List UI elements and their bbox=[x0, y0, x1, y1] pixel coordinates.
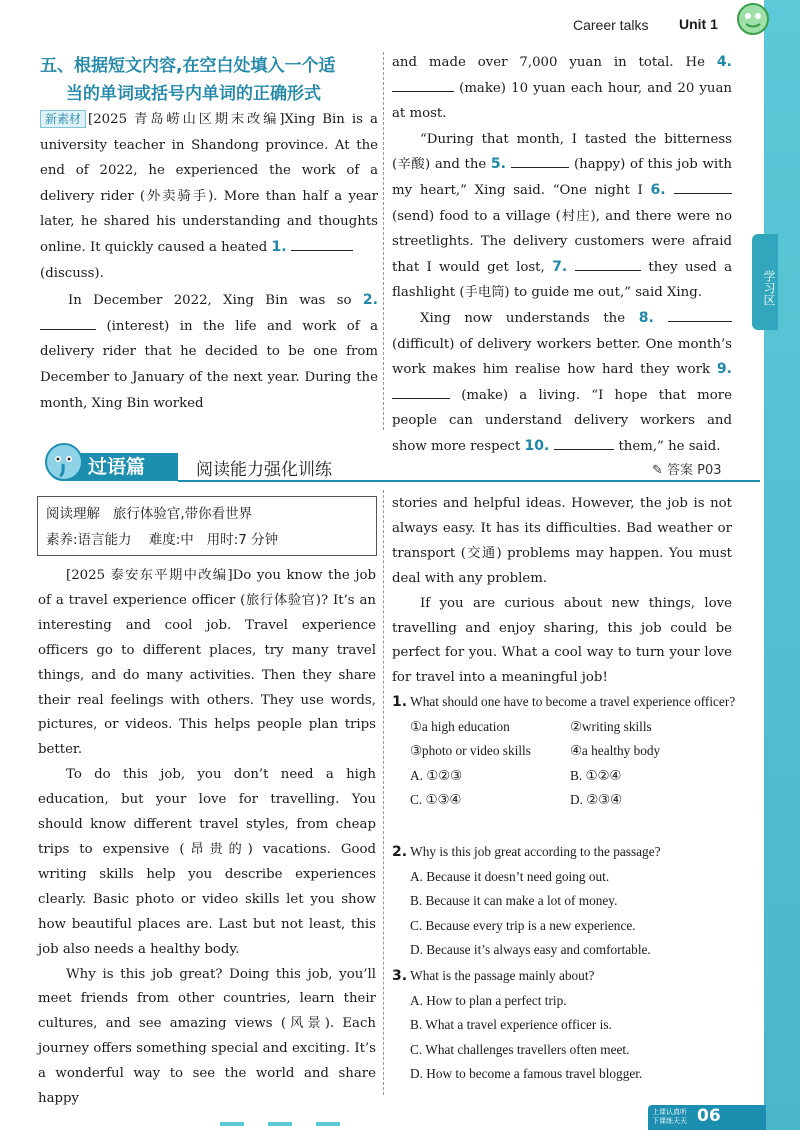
paragraph-text: (make) 10 yuan each hour, and 20 yuan at most. bbox=[392, 80, 732, 122]
side-tab-study-area: 学习区 bbox=[752, 234, 778, 330]
answer-option[interactable]: A. Because it doesn’t need going out. bbox=[410, 868, 610, 884]
elephant-mascot-icon bbox=[42, 440, 86, 484]
banner-underline bbox=[178, 480, 760, 482]
paragraph-text: (discuss). bbox=[40, 265, 104, 281]
blank-dot: . bbox=[372, 292, 378, 309]
question-text: What is the passage mainly about? bbox=[410, 968, 595, 983]
blank-number: 9 bbox=[716, 361, 727, 378]
footer-slogan bbox=[652, 1108, 687, 1126]
new-material-tag: 新素材 bbox=[40, 110, 86, 128]
paragraph-text: In December 2022, Xing Bin was so bbox=[68, 293, 363, 309]
answer-option[interactable]: A. How to plan a perfect trip. bbox=[410, 992, 567, 1008]
question-2 bbox=[392, 840, 737, 963]
section5-title-line1: 五、根据短文内容,在空白处填入一个适 bbox=[40, 56, 336, 76]
section-banner-subtitle: 阅读能力强化训练 bbox=[196, 460, 332, 480]
column-divider bbox=[383, 52, 384, 430]
paragraph-text: (interest) in the life and work of a delivery rider that he decided to be one from December to January of the next year. During the month, Xing Bin worked bbox=[40, 318, 378, 411]
blank-number: 6 bbox=[650, 181, 661, 198]
blank-number: 2 bbox=[362, 292, 373, 309]
header-unit-label: Unit 1 bbox=[679, 16, 718, 32]
question-3 bbox=[392, 964, 737, 1087]
answer-option[interactable]: C. Because every trip is a new experience. bbox=[410, 917, 636, 933]
paragraph-text: (make) a living. “I hope that more people can understand delivery workers and show more respect bbox=[392, 387, 732, 454]
blank-number: 5 bbox=[490, 156, 501, 173]
footer-decoration bbox=[220, 1122, 340, 1128]
section5-paragraph bbox=[392, 127, 732, 306]
answer-option[interactable]: D. How to become a famous travel blogger. bbox=[410, 1066, 643, 1082]
answer-option[interactable]: B. ①②④ bbox=[570, 767, 622, 783]
question-stem bbox=[392, 964, 737, 989]
footer-slogan-line: 上课认真听 bbox=[652, 1108, 687, 1116]
answer-option[interactable]: B. Because it can make a lot of money. bbox=[410, 893, 618, 909]
passage-paragraph: If you are curious about new things, love travelling and enjoy sharing, this job could be perfect for you. What a cool way to turn your love for travel into a meaningful job! bbox=[392, 595, 732, 686]
answer-reference bbox=[652, 459, 722, 478]
question-stem bbox=[392, 840, 737, 865]
question-item: ②writing skills bbox=[570, 718, 652, 734]
mascot-logo-icon bbox=[734, 2, 772, 36]
info-difficulty: 难度:中 bbox=[148, 532, 194, 548]
section5-paragraph bbox=[392, 50, 732, 127]
question-1 bbox=[392, 690, 737, 813]
answer-option[interactable]: A. ①②③ bbox=[410, 767, 463, 783]
answer-blank-1[interactable] bbox=[291, 236, 353, 251]
blank-number: 1 bbox=[271, 238, 282, 255]
question-item: ③photo or video skills bbox=[410, 743, 531, 759]
blank-number: 8 bbox=[638, 309, 649, 326]
passage-paragraph bbox=[38, 564, 376, 763]
answer-blank-4[interactable] bbox=[392, 77, 454, 92]
blank-dot: . bbox=[648, 309, 668, 326]
paragraph-text: Xing Bin is a university teacher in Shandong province. At the end of 2022, he experienced the work of a delivery rider (外卖骑手). More than half a year later, he shared his understanding and thoughts online. It quickly caused a heated bbox=[40, 112, 378, 255]
pencil-icon: ✎ bbox=[652, 463, 668, 478]
paragraph-text: (send) food to a village (村庄), and there were no streetlights. The delivery customers were afraid that I would get lost, bbox=[392, 208, 732, 275]
section-banner-title: 过语篇 bbox=[48, 453, 178, 481]
question-stem bbox=[392, 690, 737, 715]
answer-blank-8[interactable] bbox=[668, 307, 732, 322]
passage-paragraph: Why is this job great? Doing this job, you’ll meet friends from other countries, learn their cultures, and see amazing views (风景). Each journey offers something special and exciting. It’s a wonderful way to see the world and share happy bbox=[38, 966, 376, 1107]
section5-paragraph bbox=[40, 107, 378, 286]
question-text: Why is this job great according to the passage? bbox=[410, 844, 661, 859]
answer-blank-6[interactable] bbox=[674, 179, 732, 194]
blank-dot: . bbox=[660, 181, 674, 198]
paragraph-text: and made over 7,000 yuan in total. He bbox=[392, 55, 717, 70]
section5-paragraph bbox=[40, 288, 378, 416]
blank-number: 10 bbox=[524, 437, 544, 454]
question-number: 1. bbox=[392, 694, 408, 710]
section5-paragraph bbox=[392, 306, 732, 460]
blank-dot: . bbox=[544, 437, 555, 454]
answer-blank-7[interactable] bbox=[575, 256, 641, 271]
info-line-2 bbox=[46, 527, 368, 553]
answer-blank-9[interactable] bbox=[392, 384, 450, 399]
paragraph-text: (happy) of this job with my heart,” Xing said. “One night I bbox=[392, 157, 732, 198]
section5-right-column bbox=[392, 50, 732, 460]
reading-info-box bbox=[37, 496, 377, 556]
paragraph-text: them,” he said. bbox=[618, 438, 721, 454]
passage-paragraph: To do this job, you don’t need a high education, but your love for travelling. You should know different travel styles, from cheap trips to expensive (昂贵的) vacations. Good writing skills help you describe experiences clearly. Basic photo or video skills let you show how beautiful places are. Last but not least, this job also needs a healthy body. bbox=[38, 767, 376, 957]
answer-option[interactable]: B. What a travel experience officer is. bbox=[410, 1017, 612, 1033]
info-skill: 素养:语言能力 bbox=[46, 532, 132, 548]
paragraph-text: Do you know the job of a travel experience officer (旅行体验官)? It’s an interesting and cool job. Travel experience officers go to different places, try many travel things, and do many activities. Then they share their real feelings with others. They use words, pictures, or videos. This helps people plan trips better. bbox=[38, 568, 376, 758]
answer-option[interactable]: D. Because it’s always easy and comfortable. bbox=[410, 942, 651, 958]
answer-option[interactable]: D. ②③④ bbox=[570, 792, 623, 808]
info-time: 用时:7 分钟 bbox=[206, 532, 279, 548]
section5-source: [2025 青岛崂山区期末改编] bbox=[88, 112, 285, 127]
paragraph-text: they used a flashlight (手电筒) to guide me out,” said Xing. bbox=[392, 259, 733, 301]
blank-dot: . bbox=[726, 54, 732, 70]
passage-source: [2025 泰安东平期中改编] bbox=[66, 568, 233, 583]
blank-dot: . bbox=[726, 361, 732, 378]
question-number: 3. bbox=[392, 968, 408, 984]
side-color-strip bbox=[764, 0, 800, 1130]
paragraph-text: (difficult) of delivery workers better. One month’s work makes him realise how hard they work bbox=[392, 336, 732, 378]
blank-number: 4 bbox=[716, 54, 727, 70]
footer-slogan-line: 下课练天天 bbox=[652, 1117, 687, 1125]
answer-option[interactable]: C. What challenges travellers often meet. bbox=[410, 1041, 630, 1057]
blank-number: 7 bbox=[552, 258, 562, 275]
answer-blank-5[interactable] bbox=[511, 153, 569, 168]
answer-blank-10[interactable] bbox=[554, 435, 614, 450]
column-divider bbox=[383, 490, 384, 1095]
passage-right-column bbox=[392, 492, 732, 691]
header-course-title: Career talks bbox=[573, 17, 649, 33]
page-number: 06 bbox=[697, 1106, 721, 1126]
paragraph-text: Xing now understands the bbox=[420, 310, 639, 326]
question-item: ①a high education bbox=[410, 718, 510, 734]
passage-paragraph: stories and helpful ideas. However, the job is not always easy. It has its difficulties. Bad weather or transport (交通) problems may happen. You must deal with any problem. bbox=[392, 496, 732, 586]
question-items bbox=[392, 715, 737, 813]
info-topic: 旅行体验官,带你看世界 bbox=[112, 506, 253, 522]
blank-dot: . bbox=[500, 156, 512, 173]
section5-left-column bbox=[40, 107, 378, 416]
passage-left-column bbox=[38, 564, 376, 1112]
blank-dot: . bbox=[281, 238, 292, 255]
answer-reference-text: 答案 P03 bbox=[667, 463, 722, 478]
info-line-1 bbox=[46, 501, 368, 527]
answer-option[interactable]: C. ①③④ bbox=[410, 792, 462, 808]
blank-dot: . bbox=[561, 258, 576, 275]
question-number: 2. bbox=[392, 844, 408, 860]
answer-blank-2[interactable] bbox=[40, 315, 96, 330]
question-text: What should one have to become a travel experience officer? bbox=[410, 694, 736, 709]
info-label: 阅读理解 bbox=[46, 506, 100, 522]
section5-title-line2: 当的单词或括号内单词的正确形式 bbox=[66, 84, 321, 104]
question-item: ④a healthy body bbox=[570, 743, 661, 759]
paragraph-text: “During that month, I tasted the bitterness (辛酸) and the bbox=[392, 131, 732, 173]
